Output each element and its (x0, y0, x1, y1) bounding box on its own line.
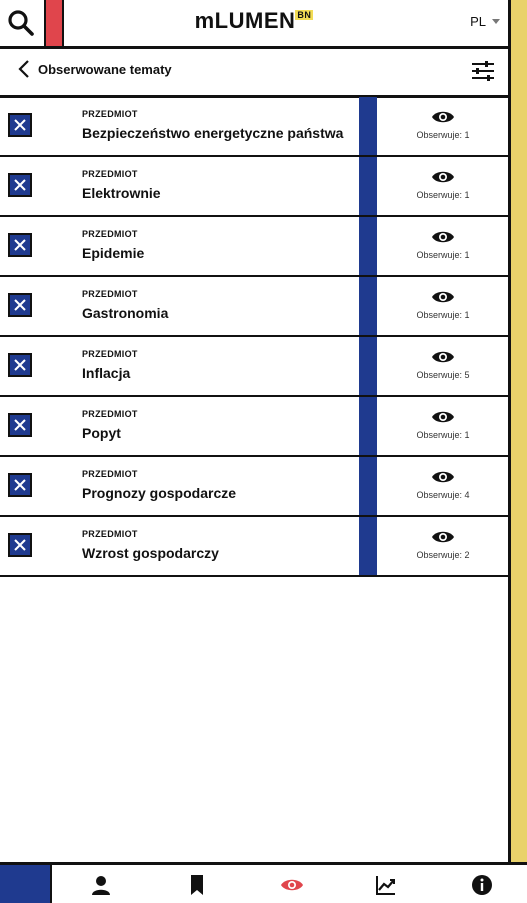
topic-kind: PRZEDMIOT (82, 169, 138, 179)
watch-count: Obserwuje: 1 (416, 250, 470, 260)
person-icon[interactable] (90, 874, 112, 896)
watch-button[interactable] (378, 349, 508, 380)
blue-divider (359, 517, 377, 575)
watch-button[interactable] (378, 169, 508, 200)
remove-topic-button[interactable] (8, 413, 32, 437)
topic-name[interactable]: Gastronomia (82, 305, 169, 321)
topic-kind: PRZEDMIOT (82, 109, 138, 119)
close-icon (14, 299, 26, 311)
list-item (0, 217, 508, 277)
watch-button[interactable] (378, 529, 508, 560)
watch-count: Obserwuje: 2 (416, 550, 470, 560)
brand-badge: BN (297, 10, 312, 20)
remove-topic-button[interactable] (8, 473, 32, 497)
back-button[interactable] (18, 59, 172, 79)
remove-topic-button[interactable] (8, 233, 32, 257)
app-header (0, 0, 508, 49)
watch-count: Obserwuje: 1 (416, 130, 470, 140)
remove-topic-button[interactable] (8, 533, 32, 557)
close-icon (14, 119, 26, 131)
list-item (0, 277, 508, 337)
eye-icon (431, 409, 455, 425)
topic-kind: PRZEDMIOT (82, 409, 138, 419)
watch-count: Obserwuje: 1 (416, 310, 470, 320)
list-item (0, 517, 508, 577)
close-icon (14, 419, 26, 431)
blue-divider (359, 277, 377, 335)
list-item (0, 97, 508, 157)
list-item (0, 157, 508, 217)
language-selector[interactable] (470, 14, 500, 29)
topic-kind: PRZEDMIOT (82, 229, 138, 239)
topic-kind: PRZEDMIOT (82, 349, 138, 359)
topic-name[interactable]: Wzrost gospodarczy (82, 545, 219, 561)
watch-button[interactable] (378, 409, 508, 440)
list-item (0, 457, 508, 517)
topic-kind: PRZEDMIOT (82, 529, 138, 539)
eye-icon (431, 229, 455, 245)
right-border (508, 0, 511, 862)
watch-button[interactable] (378, 229, 508, 260)
topic-kind: PRZEDMIOT (82, 469, 138, 479)
eye-icon (431, 349, 455, 365)
brand-name: mLUMEN (194, 8, 296, 33)
topic-name[interactable]: Popyt (82, 425, 121, 441)
brand-logo (0, 8, 508, 34)
eye-icon (431, 529, 455, 545)
blue-divider (359, 97, 377, 155)
watch-count: Obserwuje: 1 (416, 190, 470, 200)
eye-icon (431, 169, 455, 185)
close-icon (14, 359, 26, 371)
close-icon (14, 479, 26, 491)
remove-topic-button[interactable] (8, 293, 32, 317)
blue-divider (359, 337, 377, 395)
blue-divider (359, 217, 377, 275)
watch-count: Obserwuje: 4 (416, 490, 470, 500)
list-item (0, 337, 508, 397)
watch-button[interactable] (378, 109, 508, 140)
remove-topic-button[interactable] (8, 113, 32, 137)
topic-name[interactable]: Elektrownie (82, 185, 161, 201)
list-item (0, 397, 508, 457)
topic-list (0, 97, 508, 577)
eye-icon (431, 469, 455, 485)
right-accent-stripe (511, 0, 527, 862)
topic-name[interactable]: Inflacja (82, 365, 131, 381)
blue-divider (359, 457, 377, 515)
bottom-nav (0, 862, 527, 903)
blue-divider (359, 157, 377, 215)
chevron-down-icon (492, 19, 500, 24)
eye-icon (431, 289, 455, 305)
blue-divider (359, 397, 377, 455)
watch-button[interactable] (378, 289, 508, 320)
close-icon (14, 179, 26, 191)
remove-topic-button[interactable] (8, 173, 32, 197)
language-label: PL (470, 14, 486, 29)
topic-kind: PRZEDMIOT (82, 289, 138, 299)
topic-name[interactable]: Bezpieczeństwo energetyczne państwa (82, 125, 344, 141)
topic-name[interactable]: Epidemie (82, 245, 145, 261)
trending-icon[interactable] (375, 874, 397, 896)
remove-topic-button[interactable] (8, 353, 32, 377)
eye-icon[interactable] (280, 874, 302, 896)
watch-count: Obserwuje: 5 (416, 370, 470, 380)
watch-button[interactable] (378, 469, 508, 500)
watch-count: Obserwuje: 1 (416, 430, 470, 440)
page-title: Obserwowane tematy (38, 61, 172, 77)
eye-icon (431, 109, 455, 125)
close-icon (14, 239, 26, 251)
chevron-left-icon (18, 59, 30, 79)
nav-accent-block (0, 865, 52, 903)
topic-name[interactable]: Prognozy gospodarcze (82, 485, 237, 501)
filter-settings-icon[interactable] (470, 59, 496, 83)
close-icon (14, 539, 26, 551)
bookmark-icon[interactable] (186, 874, 208, 896)
info-icon[interactable] (471, 874, 493, 896)
subheader (0, 49, 508, 98)
